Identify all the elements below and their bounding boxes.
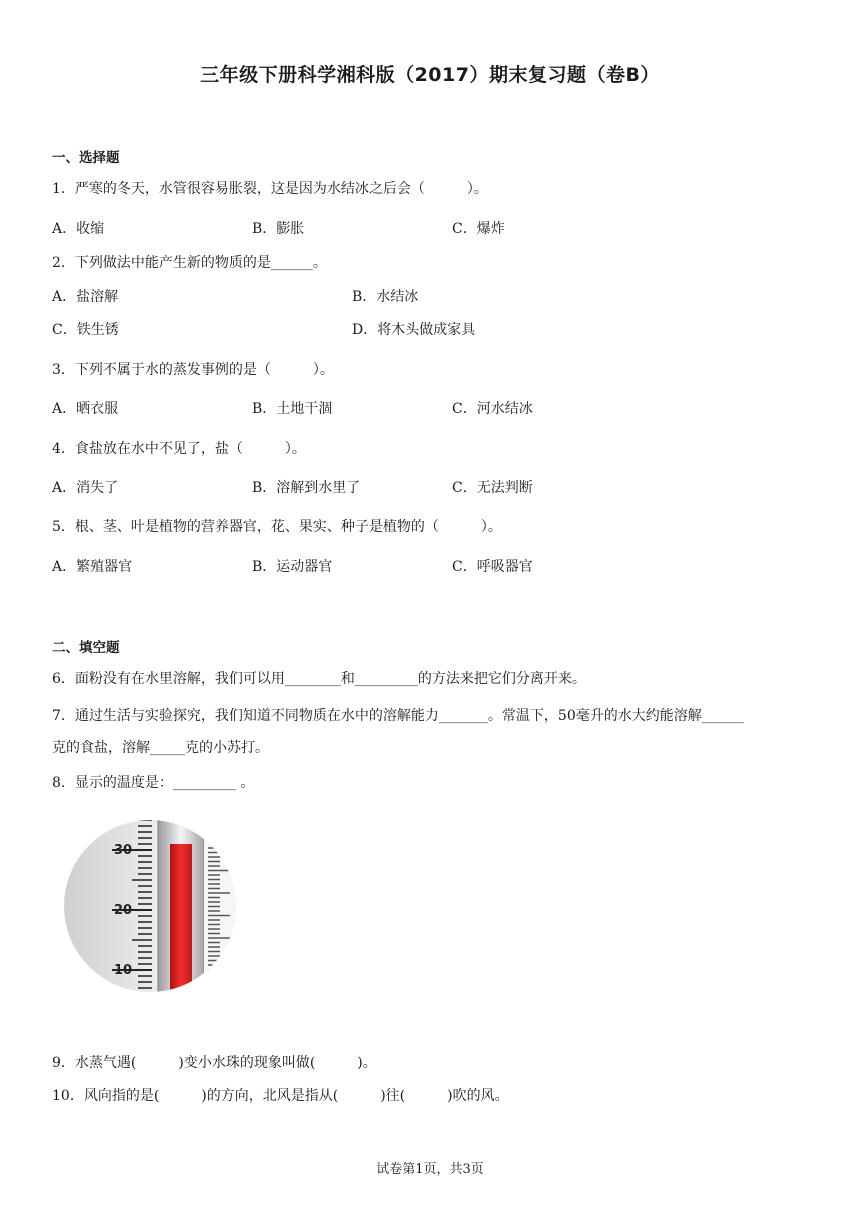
thermometer-label-10: 10: [114, 963, 133, 978]
page-title: 三年级下册科学湘科版（2017）期末复习题（卷B）: [200, 64, 660, 86]
q5-option-a: A．繁殖器官: [52, 559, 133, 575]
q5-option-b: B．运动器官: [252, 559, 333, 575]
q2-option-c: C．铁生锈: [52, 322, 119, 338]
q2-option-a: A．盐溶解: [52, 289, 119, 305]
section-heading-fill: 二、填空题: [52, 640, 120, 656]
question-4-stem: 4．食盐放在水中不见了，盐（ ）。: [52, 441, 306, 457]
q3-option-c: C．河水结冰: [452, 401, 533, 417]
q4-option-a: A．消失了: [52, 480, 119, 496]
question-9: 9．水蒸气遇( )变小水珠的现象叫做( )。: [52, 1055, 377, 1071]
q5-option-c: C．呼吸器官: [452, 559, 533, 575]
q4-option-c: C．无法判断: [452, 480, 533, 496]
thermometer-image: [62, 818, 252, 994]
question-6: 6．面粉没有在水里溶解，我们可以用________和_________的方法来把它们分离开来。: [52, 671, 586, 687]
question-3-stem: 3．下列不属于水的蒸发事例的是（ ）。: [52, 362, 334, 378]
section-heading-choice: 一、选择题: [52, 150, 120, 166]
q1-option-c: C．爆炸: [452, 221, 505, 237]
q3-option-a: A．晒衣服: [52, 401, 119, 417]
question-7-line-2: 克的食盐，溶解_____克的小苏打。: [52, 740, 269, 756]
q2-option-d: D．将木头做成家具: [352, 322, 476, 338]
thermometer-label-30: 30: [114, 843, 133, 858]
q1-option-b: B．膨胀: [252, 221, 305, 237]
q4-option-b: B．溶解到水里了: [252, 480, 361, 496]
question-8: 8．显示的温度是：_________ 。: [52, 775, 255, 791]
thermometer-label-20: 20: [114, 903, 133, 918]
question-5-stem: 5．根、茎、叶是植物的营养器官，花、果实、种子是植物的（ ）。: [52, 519, 502, 535]
question-10: 10．风向指的是( )的方向，北风是指从( )往( )吹的风。: [52, 1088, 509, 1104]
q1-option-a: A．收缩: [52, 221, 105, 237]
question-7-line-1: 7．通过生活与实验探究，我们知道不同物质在水中的溶解能力_______。常温下，50毫升的水大约能溶解______: [52, 708, 744, 724]
q3-option-b: B．土地干涸: [252, 401, 333, 417]
page-footer: 试卷第1页，共3页: [376, 1162, 484, 1177]
question-1-stem: 1．严寒的冬天，水管很容易胀裂，这是因为水结冰之后会（ ）。: [52, 181, 488, 197]
q2-option-b: B．水结冰: [352, 289, 419, 305]
question-2-stem: 2．下列做法中能产生新的物质的是______。: [52, 255, 327, 271]
